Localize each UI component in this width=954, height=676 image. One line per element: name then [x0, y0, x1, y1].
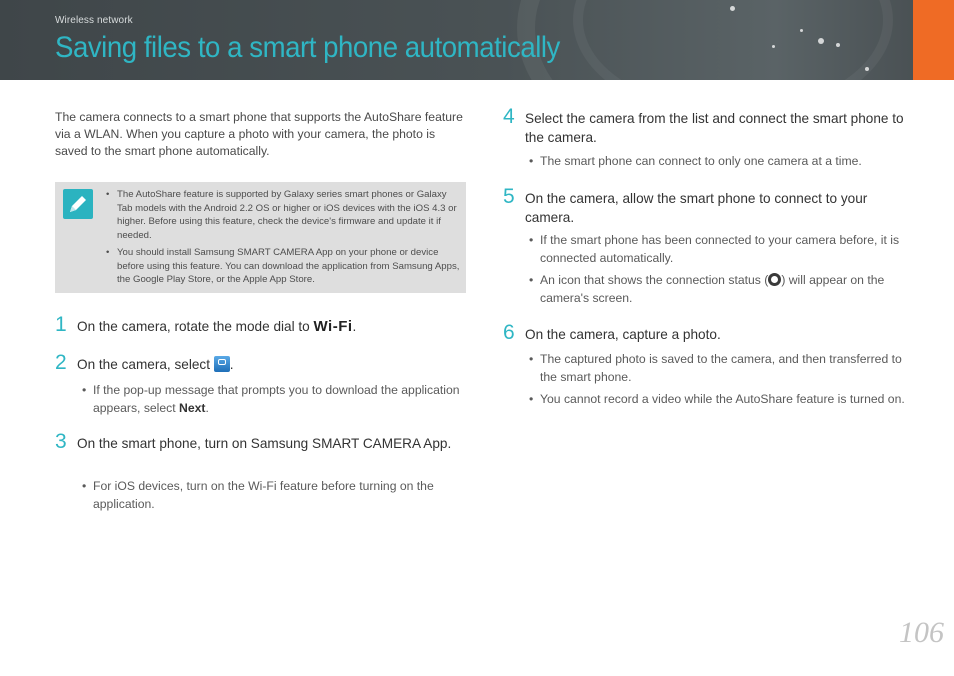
- step-5-notes: [540, 232, 915, 312]
- step-number: 2: [55, 351, 67, 374]
- page-number: 106: [899, 616, 944, 649]
- list-item-text: If the pop-up message that prompts you to download the application appears, select: [93, 383, 460, 415]
- step-text-part: .: [229, 357, 234, 372]
- list-item-text: An icon that shows the connection status (: [540, 273, 769, 287]
- sparkle-icon: [865, 67, 869, 71]
- step-number: 4: [503, 105, 515, 128]
- step-6-notes: [540, 351, 915, 414]
- step-number: 3: [55, 430, 67, 453]
- chapter-tab: [913, 0, 954, 80]
- step-text: Select the camera from the list and connect the smart phone to the camera.: [525, 111, 904, 145]
- sparkle-icon: [800, 29, 803, 32]
- list-item: • The captured photo is saved to the camera, and then transferred to the smart phone.: [540, 351, 915, 386]
- sparkle-icon: [730, 6, 735, 11]
- step-3-notes: [93, 478, 465, 518]
- step-4-notes: [540, 153, 915, 176]
- wifi-mode-icon: Wi-Fi: [313, 318, 353, 335]
- page-title: Saving files to a smart phone automatically: [55, 31, 560, 64]
- list-item: [93, 382, 465, 417]
- page-header: [0, 0, 913, 80]
- list-item: • You cannot record a video while the AutoShare feature is turned on.: [540, 391, 915, 409]
- step-2-notes: [93, 382, 465, 422]
- step-text-part: On the camera, rotate the mode dial to: [77, 319, 310, 334]
- step-text-part: On the camera, select: [77, 357, 210, 372]
- sparkle-icon: [836, 43, 840, 47]
- note-item: • You should install Samsung SMART CAMERA App on your phone or device before using this feature. You can download the application from Samsung Apps, the Google Play Store, or the Apple App Store.: [117, 246, 462, 287]
- note-box: [55, 182, 466, 293]
- list-item: • For iOS devices, turn on the Wi-Fi feature before turning on the application.: [93, 478, 465, 513]
- step-text: [77, 317, 356, 336]
- note-item: • The AutoShare feature is supported by Galaxy series smart phones or Galaxy Tab models with the Android 2.2 OS or higher or iOS devices with the iOS 4.3 or higher. Before using this feature, check the device's firmware and update it if needed.: [117, 188, 462, 242]
- note-list: [117, 188, 462, 291]
- step-number: 5: [503, 185, 515, 208]
- list-item: [540, 272, 915, 307]
- step-text: On the smart phone, turn on Samsung SMART CAMERA App.: [77, 436, 452, 451]
- autoshare-mode-icon: [214, 356, 230, 372]
- list-item: • If the smart phone has been connected to your camera before, it is connected automatically.: [540, 232, 915, 267]
- step-text: On the camera, capture a photo.: [525, 327, 721, 342]
- step-text: [77, 355, 234, 374]
- intro-paragraph: The camera connects to a smart phone that supports the AutoShare feature via a WLAN. When you capture a photo with your camera, the photo is saved to the smart phone automatically.: [55, 110, 463, 158]
- list-item-text: .: [205, 400, 209, 415]
- step-text-part: .: [352, 319, 357, 334]
- step-number: 1: [55, 313, 67, 336]
- header-decoration: [573, 0, 893, 80]
- step-text: On the camera, allow the smart phone to connect to your camera.: [525, 191, 868, 225]
- next-button-label: Next: [179, 400, 206, 415]
- connection-status-icon: [768, 273, 781, 286]
- sparkle-icon: [772, 45, 775, 48]
- list-item-text: ) will appear on the camera's screen.: [540, 273, 885, 305]
- step-number: 6: [503, 321, 515, 344]
- list-item: • The smart phone can connect to only one camera at a time.: [540, 153, 915, 171]
- sparkle-icon: [818, 38, 824, 44]
- pencil-note-icon: [63, 189, 93, 219]
- section-label: Wireless network: [55, 15, 133, 26]
